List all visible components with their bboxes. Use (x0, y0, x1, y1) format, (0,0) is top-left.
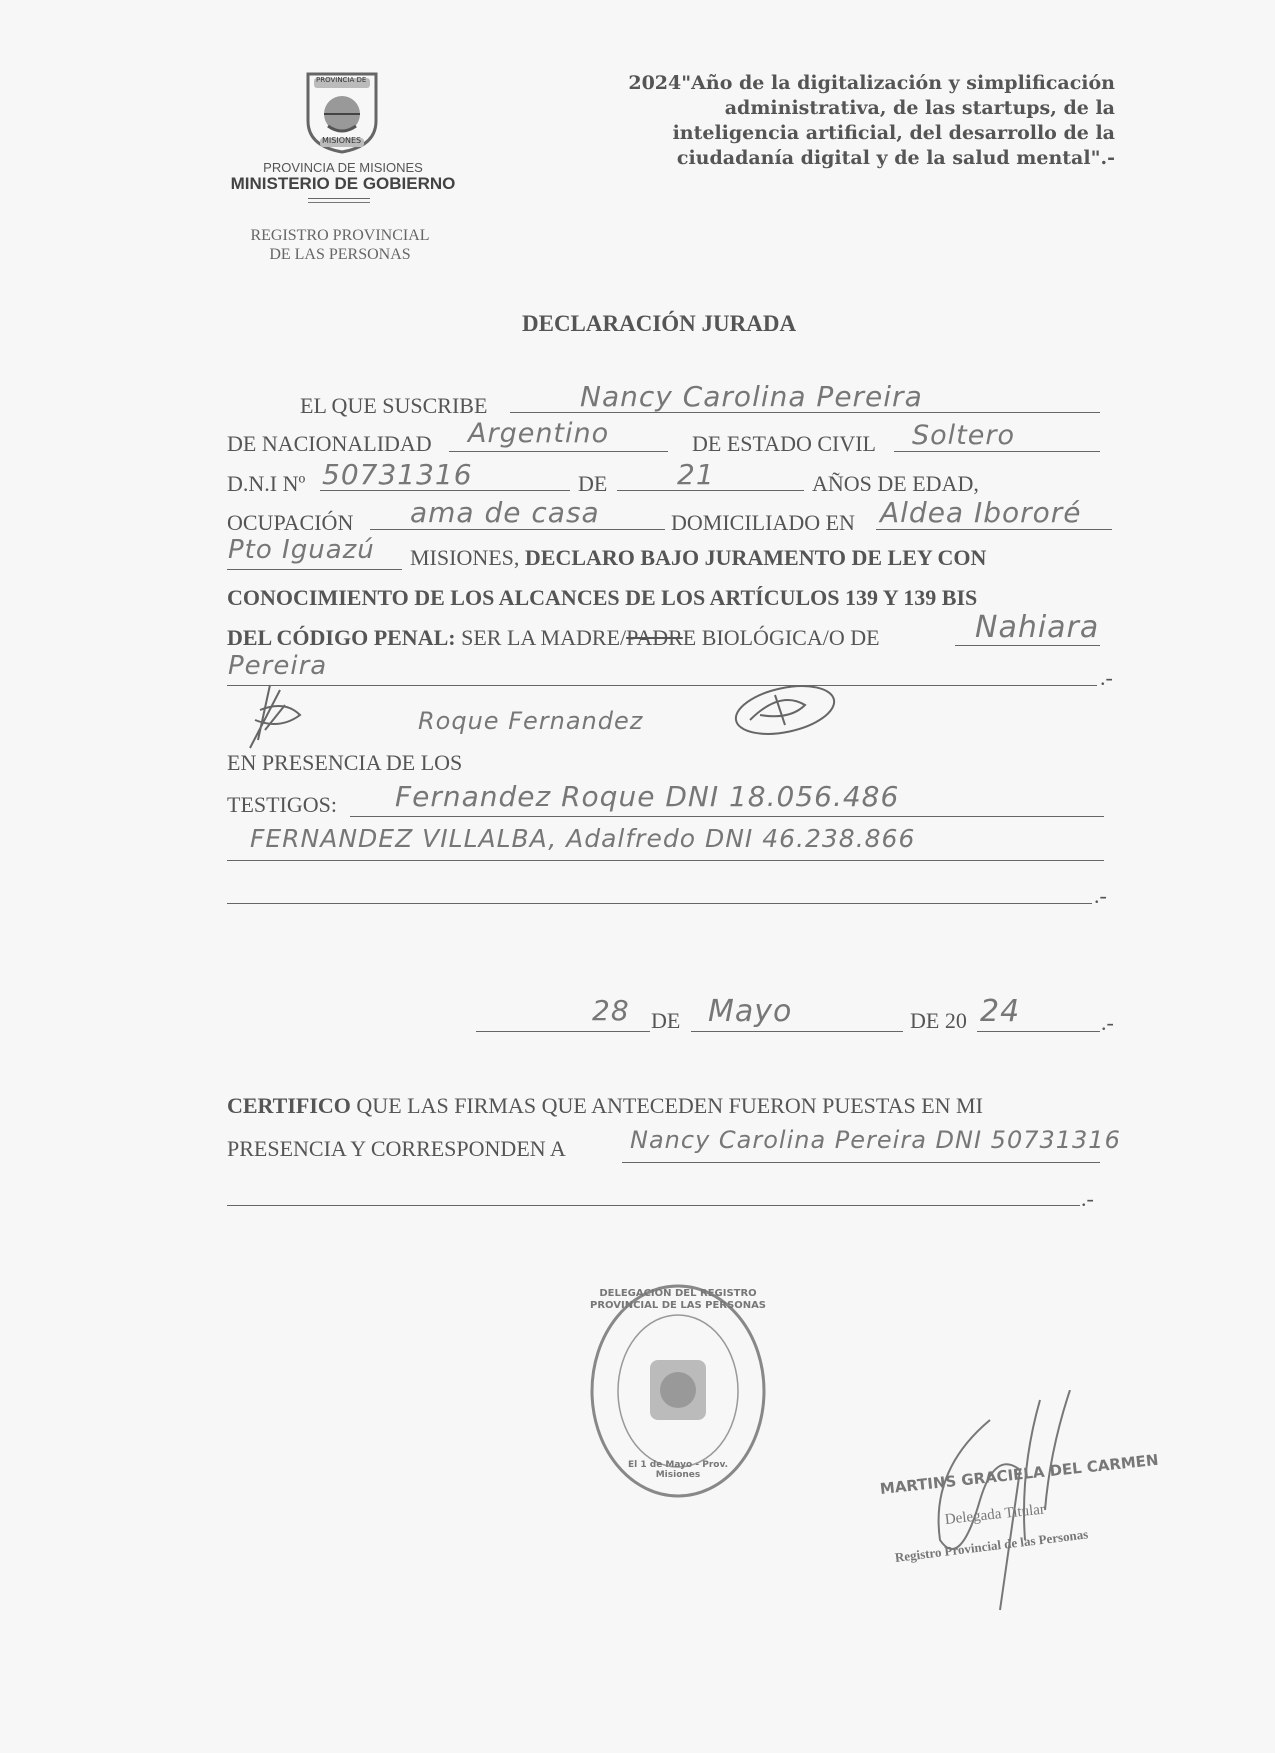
codigo-penal-label: DEL CÓDIGO PENAL: (227, 625, 456, 650)
ministry-label: MINISTERIO DE GOBIERNO (230, 174, 456, 193)
motto-line-1: 2024"Año de la digitalización y simplificación (628, 72, 1115, 94)
registry-line-2: DE LAS PERSONAS (269, 246, 411, 263)
official-role: Delegada Titular (944, 1501, 1046, 1528)
de-label: DE (578, 471, 608, 496)
localidad-value: Pto Iguazú (228, 535, 375, 565)
certifico-bold: CERTIFICO (227, 1093, 351, 1118)
date-line-end: .- (1101, 1010, 1114, 1035)
declaro-text (410, 545, 986, 571)
testigo1-value: Fernandez Roque DNI 18.056.486 (395, 780, 900, 813)
domicilio-value: Aldea Ibororé (880, 496, 1082, 529)
ocupacion-label: OCUPACIÓN (227, 510, 354, 535)
official-stamp (588, 1282, 768, 1500)
signature-roque: Roque Fernandez (418, 707, 644, 735)
registry-line-1: REGISTRO PROVINCIAL (250, 227, 430, 244)
suscribe-value: Nancy Carolina Pereira (580, 380, 923, 413)
motto-line-3: inteligencia artificial, del desarrollo de la (672, 122, 1115, 144)
declaro-prefix: MISIONES, (410, 545, 520, 570)
dni-label: D.N.I Nº (227, 471, 306, 496)
dni-value: 50731316 (322, 458, 473, 491)
conocimiento-text: CONOCIMIENTO DE LOS ALCANCES DE LOS ARTÍCULOS 139 Y 139 BIS (227, 585, 978, 610)
date-day: 28 (592, 994, 630, 1027)
signature-scribble-left (240, 680, 310, 757)
emblem-text-bottom: MISIONES (322, 136, 362, 145)
estado-civil-value: Soltero (912, 420, 1015, 451)
hijo-value-1: Nahiara (975, 610, 1100, 645)
suscribe-label: EL QUE SUSCRIBE (300, 393, 488, 418)
official-office: Registro Provincial de las Personas (894, 1526, 1089, 1565)
official-name: MARTINS GRACIELA DEL CARMEN (879, 1450, 1160, 1498)
ocupacion-value: ama de casa (410, 496, 600, 529)
padre-struck: PADR (626, 625, 683, 650)
date-year: 24 (980, 994, 1021, 1029)
certifico-rest: QUE LAS FIRMAS QUE ANTECEDEN FUERON PUESTAS EN MI (356, 1093, 983, 1118)
hijo-line-2 (227, 661, 1097, 686)
certifico-line-end: .- (1081, 1186, 1094, 1211)
province-label: PROVINCIA DE MISIONES (263, 160, 423, 175)
presencia-label: EN PRESENCIA DE LOS (227, 750, 463, 775)
testigos-label: TESTIGOS: (227, 792, 337, 817)
signature-scribble-right (730, 680, 840, 745)
corresponden-label: PRESENCIA Y CORRESPONDEN A (227, 1136, 566, 1161)
date-de-2: DE 20 (910, 1008, 967, 1033)
biologica-label: E BIOLÓGICA/O DE (682, 625, 880, 650)
provincial-emblem (298, 66, 386, 154)
declaro-bold: DECLARO BAJO JURAMENTO DE LEY CON (524, 545, 987, 570)
nacionalidad-label: DE NACIONALIDAD (227, 431, 432, 456)
estado-civil-label: DE ESTADO CIVIL (692, 431, 876, 456)
codigo-penal-text (227, 625, 880, 651)
certifico-text (227, 1093, 983, 1119)
ser-la-label: SER LA MADRE/ (461, 625, 627, 650)
registry-label (230, 226, 450, 264)
domicilio-label: DOMICILIADO EN (671, 510, 855, 535)
edad-label: AÑOS DE EDAD, (812, 471, 979, 496)
emblem-text-top: PROVINCIA DE (316, 76, 367, 84)
certifico-extra-line (227, 1181, 1080, 1206)
ministry-divider-2 (308, 202, 370, 203)
testigos-line-end: .- (1094, 883, 1107, 908)
testigo2-value: FERNANDEZ VILLALBA, Adalfredo DNI 46.238.866 (250, 824, 916, 853)
motto (560, 71, 1115, 171)
testigo3-line (227, 879, 1092, 904)
edad-value: 21 (677, 458, 715, 491)
date-de-1: DE (651, 1008, 681, 1033)
ministry-divider (308, 198, 370, 199)
hijo-value-2: Pereira (228, 651, 328, 681)
motto-line-4: ciudadanía digital y de la salud mental".- (676, 147, 1115, 169)
date-month: Mayo (708, 994, 793, 1029)
stamp-ring-text: DELEGACIÓN DEL REGISTRO PROVINCIAL DE LAS PERSONAS (589, 1288, 767, 1311)
stamp-inner-text: El 1 de Mayo - Prov. Misiones (627, 1460, 728, 1480)
corresponden-value: Nancy Carolina Pereira DNI 50731316 (630, 1126, 1121, 1154)
document-title: DECLARACIÓN JURADA (522, 311, 797, 336)
nacionalidad-value: Argentino (468, 418, 610, 449)
motto-line-2: administrativa, de las startups, de la (724, 97, 1115, 119)
hijo-line-end: .- (1100, 665, 1113, 690)
